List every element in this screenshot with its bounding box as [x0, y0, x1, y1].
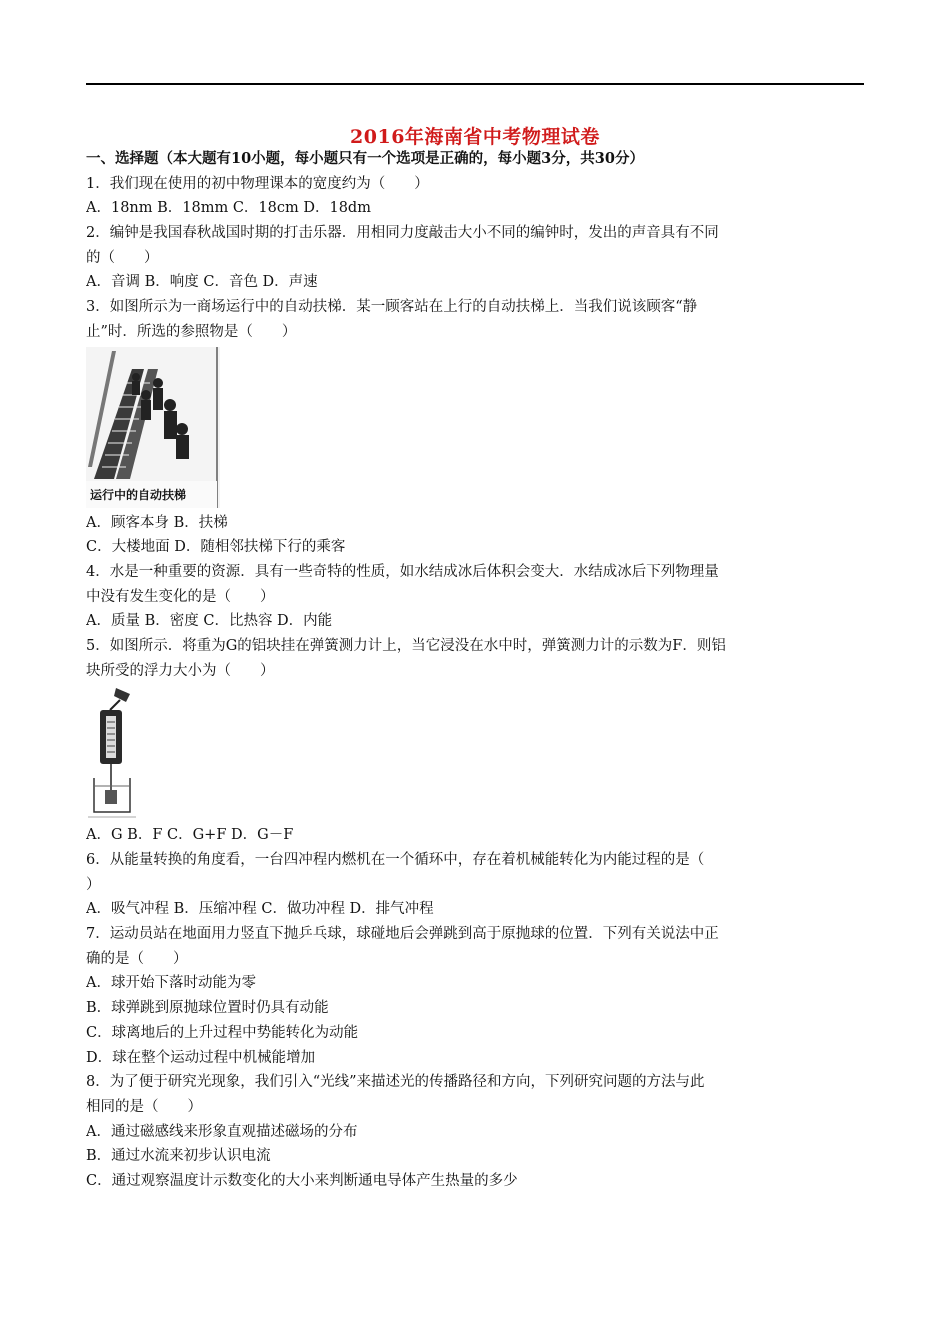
- spring-scale-image: [86, 686, 138, 820]
- question-1-options: A．18nm B．18mm C．18cm D．18dm: [86, 200, 371, 217]
- question-6-options: A．吸气冲程 B．压缩冲程 C．做功冲程 D．排气冲程: [86, 901, 434, 918]
- question-5-stem-cont: 块所受的浮力大小为（ ）: [86, 662, 275, 679]
- escalator-figure: [86, 347, 220, 508]
- question-7-option-a: A．球开始下落时动能为零: [86, 975, 256, 992]
- question-1-stem: 1．我们现在使用的初中物理课本的宽度约为（ ）: [86, 175, 429, 192]
- question-7-stem-cont: 确的是（ ）: [86, 950, 188, 967]
- question-6-stem: 6．从能量转换的角度看，一台四冲程内燃机在一个循环中，存在着机械能转化为内能过程的是（: [86, 852, 705, 868]
- question-3-stem-cont: 止”时．所选的参照物是（ ）: [86, 323, 297, 340]
- section-heading: 一、选择题（本大题有10小题，每小题只有一个选项是正确的，每小题3分，共30分）: [86, 150, 644, 167]
- question-5-options: A．G B．F C．G+F D．G－F: [86, 827, 294, 844]
- question-2-options: A．音调 B．响度 C．音色 D．声速: [86, 274, 318, 291]
- question-7-option-b: B．球弹跳到原抛球位置时仍具有动能: [86, 1000, 329, 1017]
- page-title: 2016年海南省中考物理试卷: [350, 126, 600, 148]
- question-5-stem: 5．如图所示．将重为G的铝块挂在弹簧测力计上，当它浸没在水中时，弹簧测力计的示数为F．则铝: [86, 637, 726, 654]
- question-6-stem-cont: ）: [86, 876, 101, 893]
- question-8-option-a: A．通过磁感线来形象直观描述磁场的分布: [86, 1123, 358, 1140]
- question-3-options-row2: C．大楼地面 D．随相邻扶梯下行的乘客: [86, 539, 346, 556]
- question-7-stem: 7．运动员站在地面用力竖直下抛乒乓球，球碰地后会弹跳到高于原抛球的位置．下列有关说法中正: [86, 926, 719, 943]
- question-3-options-row1: A．顾客本身 B．扶梯: [86, 514, 228, 531]
- question-8-stem: 8．为了便于研究光现象，我们引入“光线”来描述光的传播路径和方向，下列研究问题的方法与此: [86, 1074, 705, 1091]
- escalator-image: [86, 347, 220, 508]
- question-7-option-d: D．球在整个运动过程中机械能增加: [86, 1049, 316, 1066]
- spring-scale-figure: [86, 686, 138, 820]
- question-2-stem: 2．编钟是我国春秋战国时期的打击乐器．用相同力度敲击大小不同的编钟时，发出的声音具有不同: [86, 225, 719, 242]
- question-8-stem-cont: 相同的是（ ）: [86, 1098, 202, 1115]
- question-4-stem: 4．水是一种重要的资源．具有一些奇特的性质，如水结成冰后体积会变大．水结成冰后下列物理量: [86, 563, 719, 580]
- question-4-stem-cont: 中没有发生变化的是（ ）: [86, 588, 275, 605]
- exam-content: [86, 147, 864, 1194]
- question-8-option-b: B．通过水流来初步认识电流: [86, 1148, 271, 1165]
- question-3-stem: 3．如图所示为一商场运行中的自动扶梯．某一顾客站在上行的自动扶梯上．当我们说该顾客“静: [86, 299, 698, 316]
- escalator-caption: 运行中的自动扶梯: [90, 487, 187, 502]
- question-2-stem-cont: 的（ ）: [86, 249, 159, 266]
- question-4-options: A．质量 B．密度 C．比热容 D．内能: [86, 613, 333, 630]
- question-8-option-c: C．通过观察温度计示数变化的大小来判断通电导体产生热量的多少: [86, 1172, 518, 1189]
- question-7-option-c: C．球离地后的上升过程中势能转化为动能: [86, 1024, 359, 1041]
- header-rule: [86, 83, 864, 85]
